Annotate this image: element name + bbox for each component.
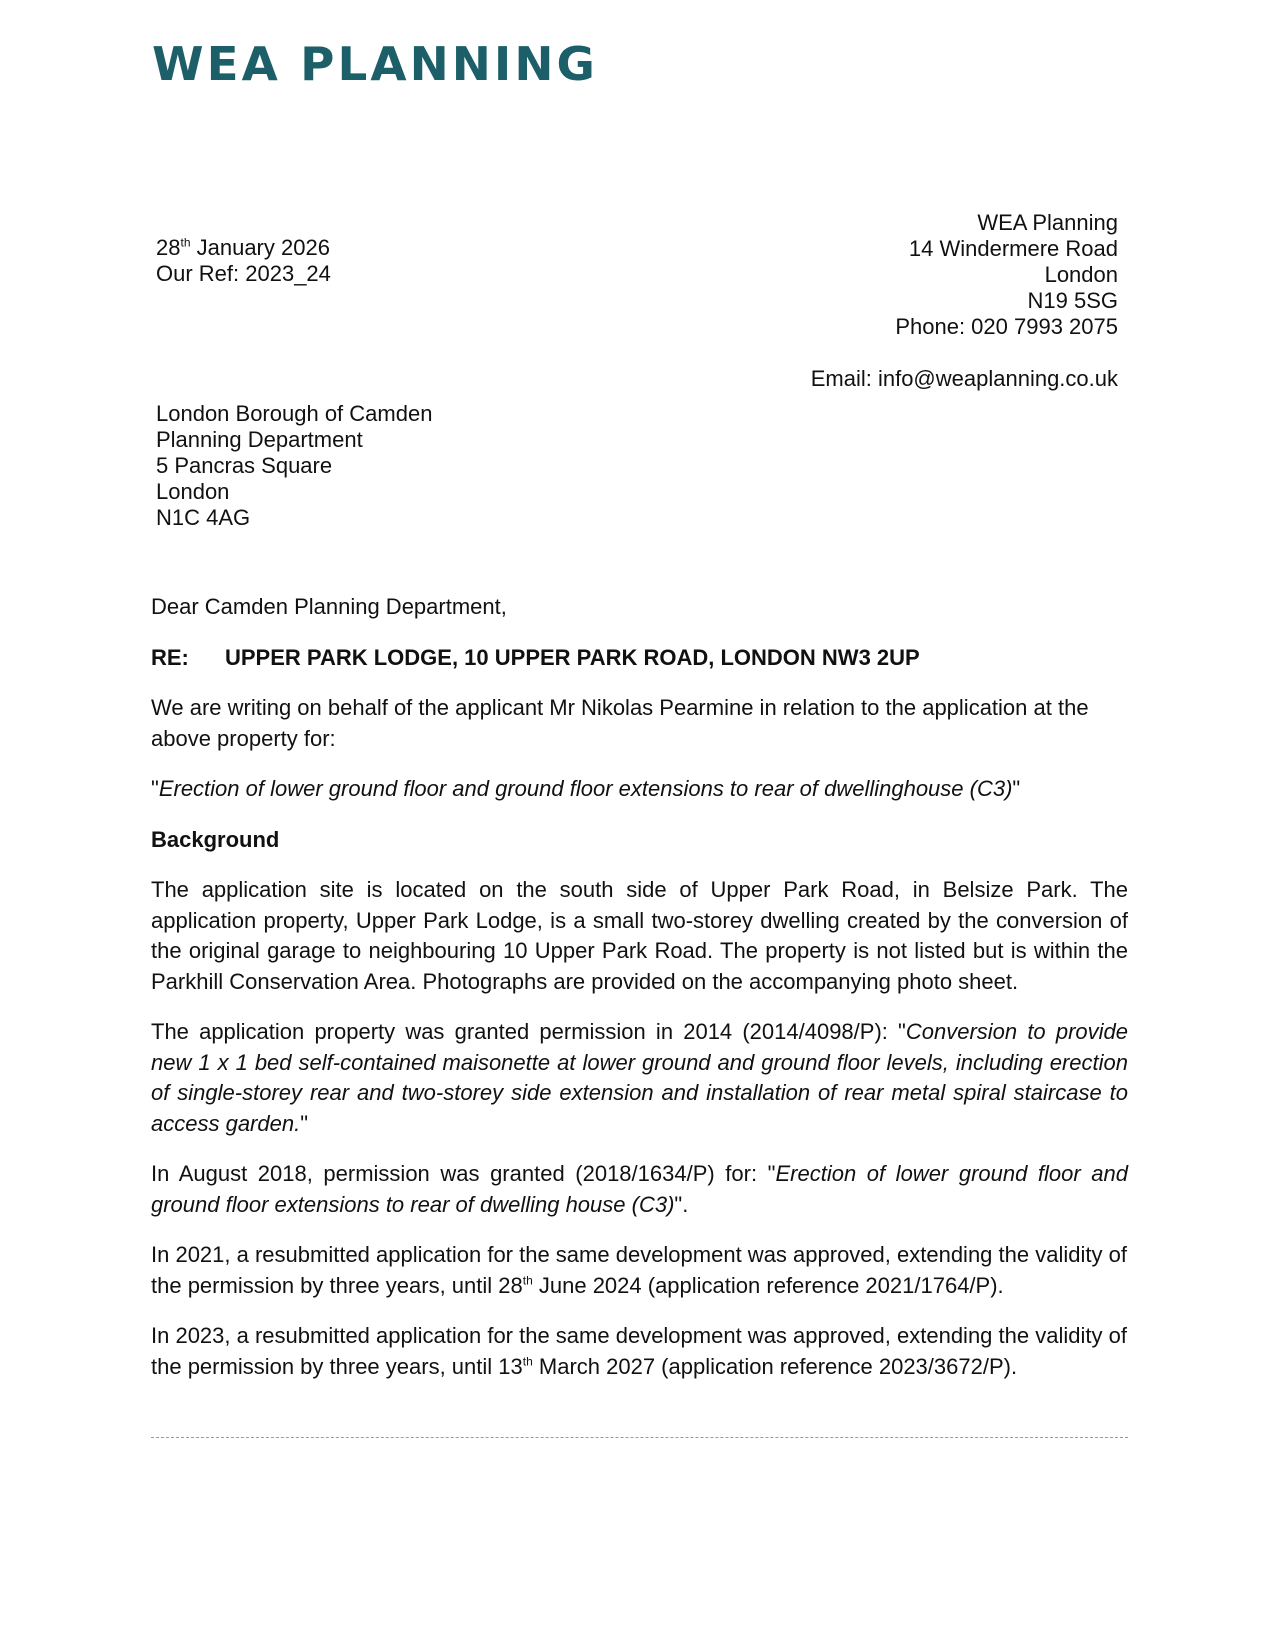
- sender-email: Email: info@weaplanning.co.uk: [810, 366, 1118, 391]
- para4-tail: June 2024 (application reference 2021/1764/P).: [532, 1272, 1004, 1298]
- wea-planning-logo-graphic: [152, 40, 602, 84]
- company-logo: [152, 40, 602, 84]
- recipient-line: Planning Department: [156, 427, 363, 452]
- date-month-year: January 2026: [190, 235, 330, 260]
- date-suffix: th: [180, 235, 191, 250]
- para3-quote: Erection of lower ground floor and ground floor extensions to rear of dwelling house (C3): [151, 1161, 1128, 1217]
- page-divider: [151, 1437, 1128, 1438]
- para3-tail: ".: [674, 1191, 689, 1217]
- recipient-line: London Borough of Camden: [156, 401, 433, 426]
- background-paragraph-1: The application site is located on the south side of Upper Park Road, in Belsize Park. The application property, Upper Park Lodge, is a small two-storey dwelling created by the conversion of the original garage to neighbouring 10 Upper Park Road. The property is not listed but is within the Parkhill Conservation Area. Photographs are provided on the accompanying photo sheet.: [151, 877, 1128, 994]
- intro-paragraph: We are writing on behalf of the applicant Mr Nikolas Pearmine in relation to the application at the above property for:: [151, 695, 1089, 751]
- sender-postcode: N19 5SG: [1027, 288, 1118, 313]
- para4-sup: th: [522, 1273, 533, 1288]
- proposal-text: Erection of lower ground floor and ground floor extensions to rear of dwellinghouse (C3): [158, 776, 1013, 801]
- our-reference: Our Ref: 2023_24: [156, 261, 331, 286]
- proposal-description: [151, 774, 1128, 805]
- para3-lead: In August 2018, permission was granted (2018/1634/P) for: ": [151, 1161, 776, 1186]
- background-paragraph-3: [151, 1159, 1128, 1220]
- background-paragraph-2: [151, 1017, 1128, 1139]
- para2-quote: Conversion to provide new 1 x 1 bed self-contained maisonette at lower ground and ground floor levels, including erection of single-storey rear and two-storey side extension and installation of rear metal spiral staircase to access garden.: [151, 1019, 1128, 1136]
- recipient-line: London: [156, 479, 230, 504]
- para2-lead: The application property was granted permission in 2014 (2014/4098/P): ": [151, 1019, 906, 1044]
- para5-sup: th: [522, 1354, 533, 1369]
- re-subject: UPPER PARK LODGE, 10 UPPER PARK ROAD, LONDON NW3 2UP: [225, 644, 920, 670]
- salutation: Dear Camden Planning Department,: [151, 594, 507, 619]
- re-label: RE:: [151, 644, 189, 670]
- recipient-line: N1C 4AG: [156, 505, 251, 530]
- date-day: 28: [156, 235, 181, 260]
- sender-city: London: [1044, 262, 1118, 287]
- para5-lead: In 2023, a resubmitted application for the same development was approved, extending the validity of the permission by three years, until 13: [151, 1323, 1127, 1379]
- subject-line: [151, 643, 1128, 674]
- background-paragraph-5: [151, 1321, 1128, 1382]
- date-reference-block: [156, 235, 331, 287]
- recipient-address: [156, 401, 432, 531]
- letter-body: [151, 592, 1128, 1402]
- background-heading: Background: [151, 826, 280, 852]
- para2-tail: ": [300, 1110, 309, 1136]
- logo-text: WEA PLANNING: [152, 40, 598, 84]
- para4-lead: In 2021, a resubmitted application for the same development was approved, extending the validity of the permission by three years, until 28: [151, 1242, 1127, 1298]
- sender-address: [811, 210, 1118, 392]
- letter-date: [156, 235, 331, 261]
- sender-phone: Phone: 020 7993 2075: [895, 314, 1118, 339]
- para5-tail: March 2027 (application reference 2023/3672/P).: [532, 1353, 1018, 1379]
- sender-street: 14 Windermere Road: [908, 236, 1118, 261]
- close-quote: ": [1012, 776, 1021, 801]
- open-quote: ": [151, 776, 159, 801]
- sender-name: WEA Planning: [977, 210, 1118, 235]
- background-paragraph-4: [151, 1240, 1128, 1301]
- recipient-line: 5 Pancras Square: [156, 453, 333, 478]
